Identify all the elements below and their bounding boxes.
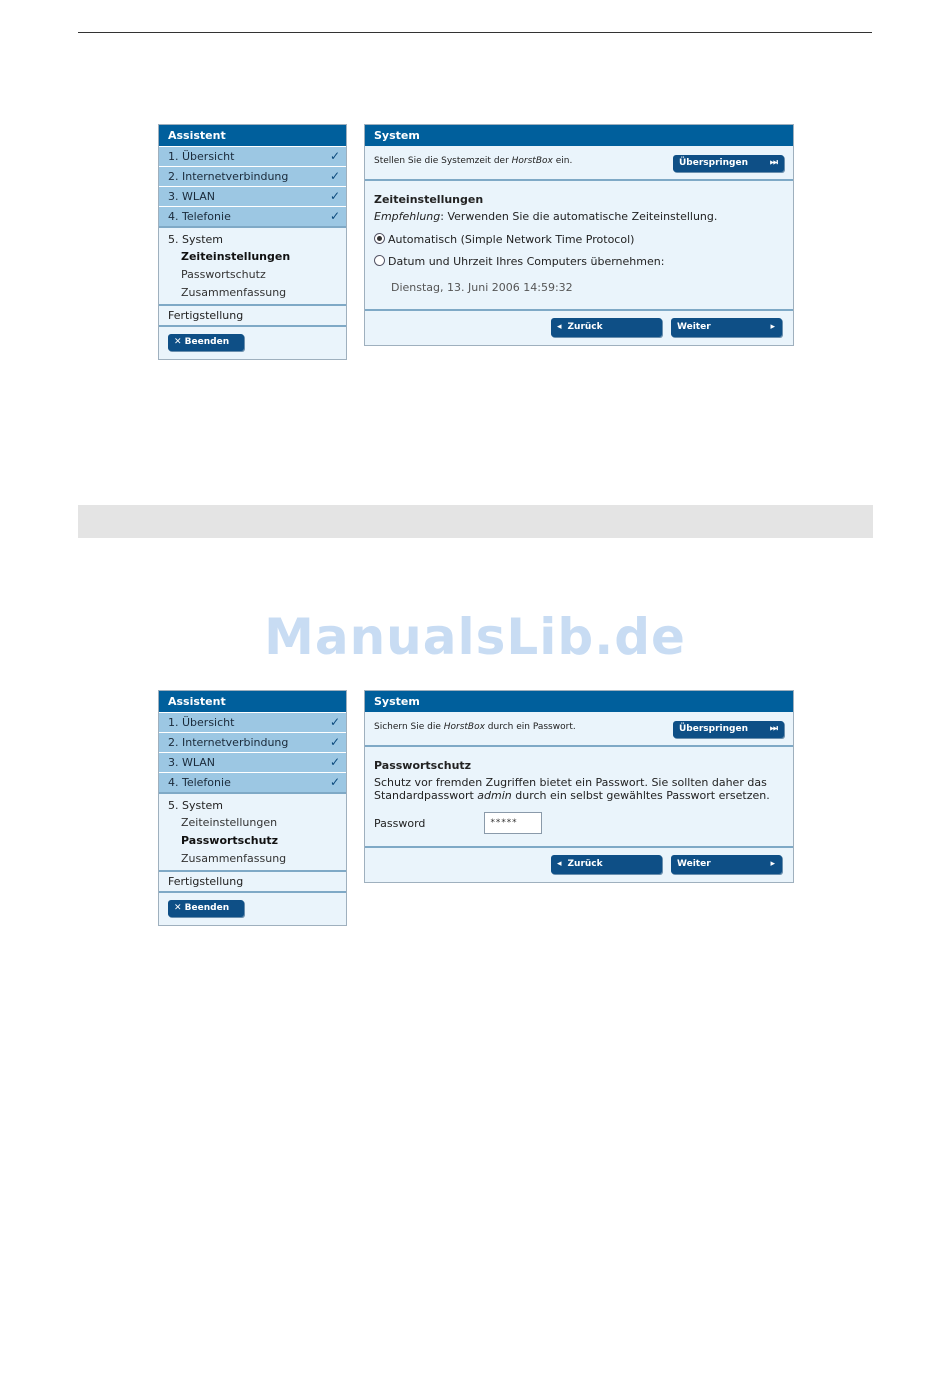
checkmark-icon: ✓ <box>329 169 340 183</box>
sidebar-item-label: 3. WLAN <box>168 756 216 769</box>
sidebar-group-title: 5. System <box>168 799 224 812</box>
sidebar-item-telefonie[interactable] <box>159 206 346 226</box>
watermark: ManualsLib.de <box>264 608 686 666</box>
back-button-label: Zurück <box>567 322 603 332</box>
system-panel <box>364 690 794 883</box>
checkmark-icon: ✓ <box>329 189 340 203</box>
password-input[interactable] <box>484 812 542 834</box>
sidebar-item-label: 2. Internetverbindung <box>168 170 289 183</box>
sidebar-item-telefonie[interactable] <box>159 772 346 792</box>
quit-button[interactable]: ✕ Beenden <box>168 900 244 917</box>
sidebar-subitem-passwortschutz[interactable]: Passwortschutz <box>181 268 266 281</box>
section-title: Passwortschutz <box>374 759 472 772</box>
sidebar-subitem-zusammenfassung[interactable]: Zusammenfassung <box>181 852 287 865</box>
system-panel <box>364 124 794 346</box>
panel-footer <box>365 848 793 882</box>
skip-button[interactable] <box>673 721 784 738</box>
panel-intro <box>365 146 793 181</box>
sidebar-subitem-zusammenfassung[interactable]: Zusammenfassung <box>181 286 287 299</box>
sidebar-subitem-zeiteinstellungen[interactable]: Zeiteinstellungen <box>181 250 291 263</box>
checkmark-icon: ✓ <box>329 715 340 729</box>
skip-button-label: Überspringen <box>679 158 748 168</box>
arrow-right-icon: ▸ <box>770 322 775 332</box>
checkmark-icon: ✓ <box>329 209 340 223</box>
sidebar-item-fertigstellung[interactable]: Fertigstellung <box>159 304 346 325</box>
intro-suffix: ein. <box>552 156 573 166</box>
sidebar-item-label: 2. Internetverbindung <box>168 736 289 749</box>
password-description <box>374 776 784 802</box>
radio-manual[interactable] <box>374 255 385 266</box>
next-button-label: Weiter <box>677 322 711 332</box>
intro-prefix: Stellen Sie die Systemzeit der <box>374 156 512 166</box>
radio-manual-label: Datum und Uhrzeit Ihres Computers übernehmen: <box>388 255 665 268</box>
description-line-2 <box>374 789 784 802</box>
sidebar-item-internet[interactable] <box>159 732 346 752</box>
sidebar-item-fertigstellung[interactable]: Fertigstellung <box>159 870 346 891</box>
back-button[interactable] <box>551 855 662 874</box>
quit-button[interactable]: ✕ Beenden <box>168 334 244 351</box>
assistant-sidebar <box>158 690 347 926</box>
description-line-1: Schutz vor fremden Zugriffen bietet ein Passwort. Sie sollten daher das <box>374 776 767 789</box>
section-title: Zeiteinstellungen <box>374 193 484 206</box>
sidebar-item-label: 4. Telefonie <box>168 210 231 223</box>
sidebar-footer <box>159 891 346 925</box>
recommendation-label: Empfehlung <box>374 210 441 223</box>
sidebar-subitem-passwortschutz[interactable]: Passwortschutz <box>181 834 279 847</box>
sidebar-item-label: 1. Übersicht <box>168 716 235 729</box>
sidebar-subitem-zeiteinstellungen[interactable]: Zeiteinstellungen <box>181 816 278 829</box>
panel-title: System <box>365 691 793 712</box>
panel-body <box>365 181 793 311</box>
password-label: Password <box>374 817 426 830</box>
sidebar-title: Assistent <box>159 691 346 712</box>
back-button[interactable] <box>551 318 662 337</box>
arrow-left-icon: ◂ <box>557 322 562 332</box>
default-password: admin <box>477 789 512 802</box>
next-button-label: Weiter <box>677 859 711 869</box>
checkmark-icon: ✓ <box>329 149 340 163</box>
radio-auto-row[interactable] <box>374 229 784 251</box>
checkmark-icon: ✓ <box>329 775 340 789</box>
intro-suffix: durch ein Passwort. <box>484 722 576 732</box>
sidebar-item-overview[interactable] <box>159 146 346 166</box>
sidebar-item-overview[interactable] <box>159 712 346 732</box>
panel-title: System <box>365 125 793 146</box>
sidebar-footer <box>159 325 346 359</box>
intro-text <box>374 156 572 166</box>
skip-forward-icon: ⏭ <box>769 724 778 734</box>
intro-text <box>374 722 576 732</box>
sidebar-item-label: 3. WLAN <box>168 190 216 203</box>
top-rule <box>78 32 872 33</box>
recommendation-text <box>374 210 784 223</box>
next-button[interactable] <box>671 855 782 874</box>
skip-button-label: Überspringen <box>679 724 748 734</box>
skip-forward-icon: ⏭ <box>769 158 778 168</box>
checkmark-icon: ✓ <box>329 735 340 749</box>
recommendation-body: : Verwenden Sie die automatische Zeiteinstellung. <box>440 210 718 223</box>
panel-footer <box>365 311 793 345</box>
sidebar-group-title: 5. System <box>168 233 224 246</box>
sidebar-group-system <box>159 792 346 870</box>
description-prefix: Standardpasswort <box>374 789 478 802</box>
description-suffix: durch ein selbst gewähltes Passwort ersetzen. <box>511 789 770 802</box>
radio-auto[interactable] <box>374 233 385 244</box>
panel-intro <box>365 712 793 747</box>
sidebar-group-system <box>159 226 346 304</box>
next-button[interactable] <box>671 318 782 337</box>
back-button-label: Zurück <box>567 859 603 869</box>
intro-prefix: Sichern Sie die <box>374 722 444 732</box>
arrow-right-icon: ▸ <box>770 859 775 869</box>
intro-brand: HorstBox <box>443 722 485 732</box>
computer-datetime: Dienstag, 13. Juni 2006 14:59:32 <box>391 281 573 294</box>
assistant-sidebar <box>158 124 347 360</box>
panel-body <box>365 747 793 848</box>
checkmark-icon: ✓ <box>329 755 340 769</box>
sidebar-item-wlan[interactable] <box>159 186 346 206</box>
sidebar-item-wlan[interactable] <box>159 752 346 772</box>
separator-bar <box>78 505 873 538</box>
password-row <box>374 812 784 846</box>
sidebar-title: Assistent <box>159 125 346 146</box>
radio-auto-label: Automatisch (Simple Network Time Protocol) <box>388 233 635 246</box>
arrow-left-icon: ◂ <box>557 859 562 869</box>
sidebar-item-label: 1. Übersicht <box>168 150 235 163</box>
intro-brand: HorstBox <box>511 156 553 166</box>
skip-button[interactable] <box>673 155 784 172</box>
sidebar-item-internet[interactable] <box>159 166 346 186</box>
radio-manual-row[interactable] <box>374 251 784 273</box>
sidebar-item-label: 4. Telefonie <box>168 776 231 789</box>
